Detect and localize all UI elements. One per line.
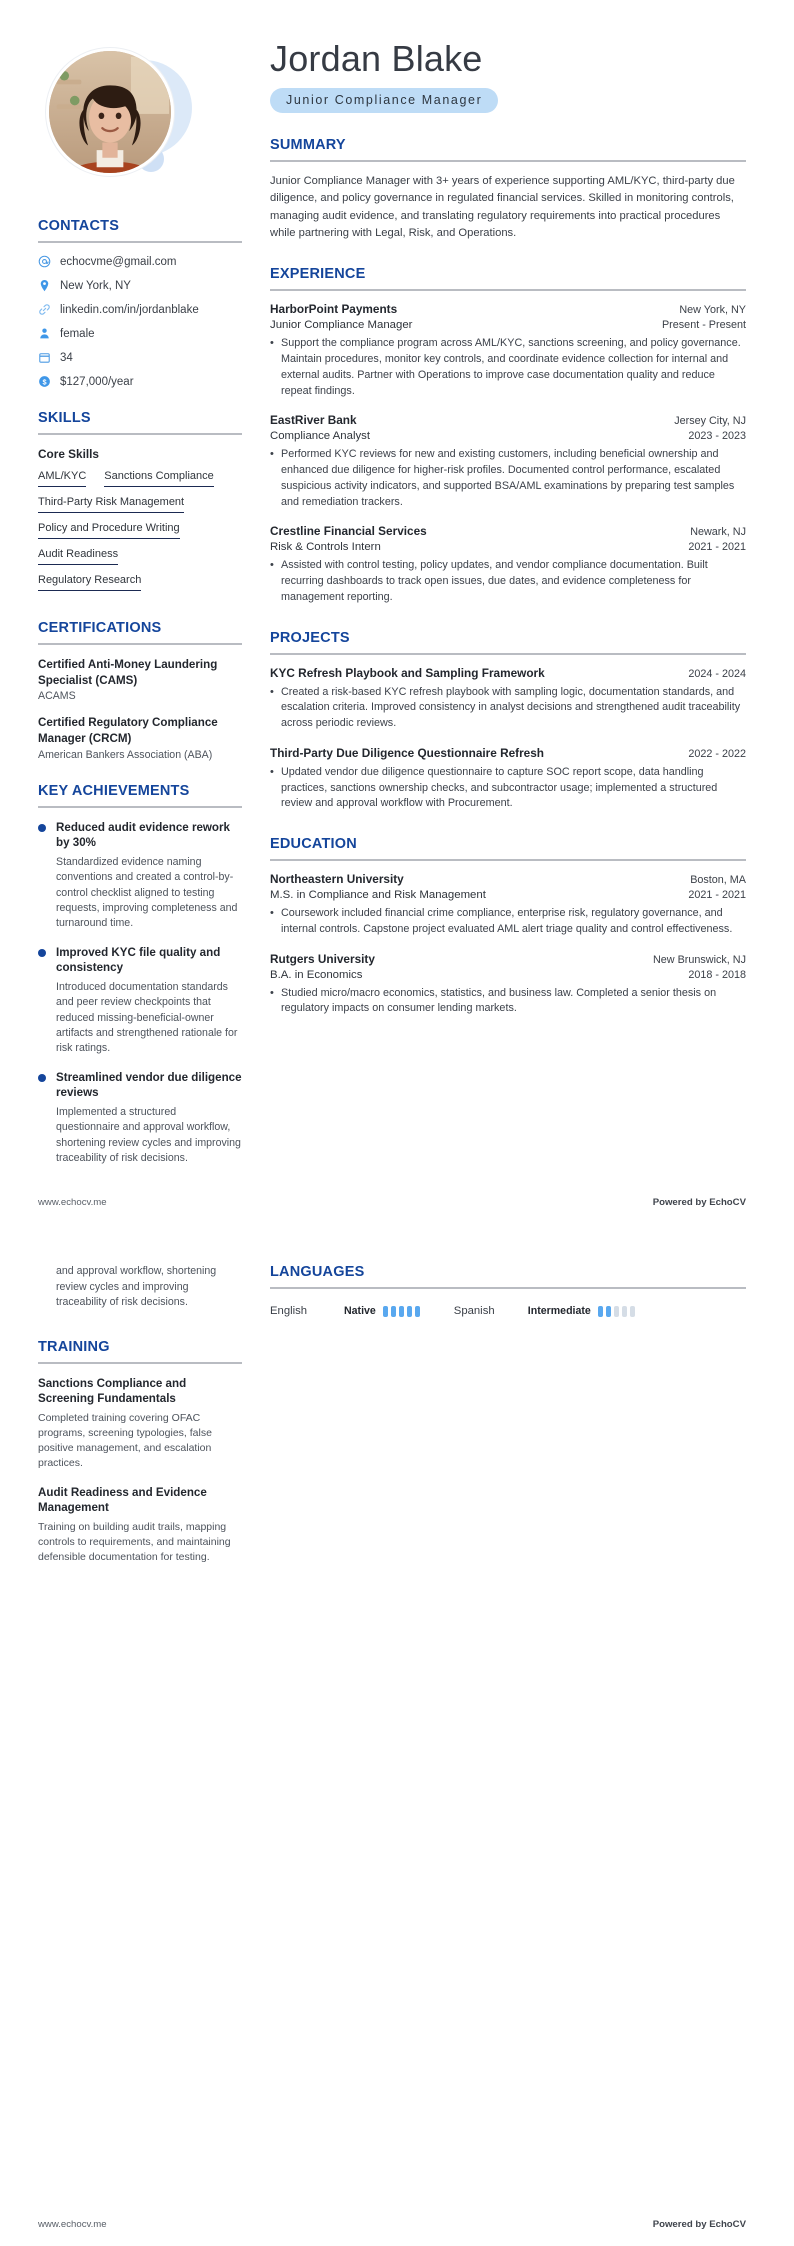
languages-section [270, 1264, 746, 1317]
divider [270, 160, 746, 162]
main-content [270, 0, 794, 1031]
education-dates: 2021 - 2021 [688, 889, 746, 902]
proficiency-dot [415, 1306, 420, 1317]
contact-item-age [38, 351, 242, 364]
job-role: Junior Compliance Manager [270, 319, 413, 332]
divider [38, 1362, 242, 1364]
bullet: • Studied micro/macro economics, statistics, and business law. Completed a senior thesis on regulatory impacts on consumer lending markets. [270, 986, 746, 1018]
summary-text: Junior Compliance Manager with 3+ years of experience supporting AML/KYC, third-party due diligence, and policy governance in regulated financial services. Skilled in monitoring controls, managing audit evidence, and translating regulatory requirements into practical procedures while partnering with Legal, Risk, and Operations. [270, 174, 735, 239]
skills-subheading: Core Skills [38, 447, 99, 461]
divider [270, 653, 746, 655]
main-content-continued [270, 1238, 794, 1317]
resume-sheet-2 [0, 1238, 794, 2229]
footer-site[interactable]: www.echocv.me [38, 2218, 107, 2230]
skills-heading: SKILLS [38, 410, 91, 426]
proficiency-dot [399, 1306, 404, 1317]
experience-item [270, 524, 746, 605]
person-icon [38, 327, 51, 340]
skill-tag: AML/KYC [38, 468, 86, 487]
project-name: Third-Party Due Diligence Questionnaire Refresh [270, 745, 545, 760]
achievement-desc: Implemented a structured questionnaire and approval workflow, shortening review cycles and improving traceability of risk decisions. [56, 1106, 241, 1165]
training-desc: Training on building audit trails, mapping controls to requirements, and maintaining defensible documentation for testing. [38, 1520, 231, 1564]
project-item [270, 746, 746, 812]
avatar-photo [46, 48, 174, 176]
divider [38, 643, 242, 645]
school-name: Northeastern University [270, 872, 404, 887]
job-dates: 2021 - 2021 [688, 541, 746, 554]
degree: B.A. in Economics [270, 968, 363, 981]
summary-section [270, 137, 746, 242]
project-name: KYC Refresh Playbook and Sampling Framework [270, 665, 545, 680]
education-bullets [270, 986, 746, 1018]
employer-name: EastRiver Bank [270, 413, 357, 428]
languages-heading: LANGUAGES [270, 1264, 365, 1281]
job-role: Compliance Analyst [270, 430, 371, 443]
proficiency-dot [598, 1306, 603, 1317]
school-location: New Brunswick, NJ [653, 953, 746, 966]
education-dates: 2018 - 2018 [688, 968, 746, 981]
contact-value: linkedin.com/in/jordanblake [60, 303, 199, 316]
page-2-footer-wrap [0, 2219, 794, 2230]
achievement-item [38, 945, 242, 1057]
project-dates: 2022 - 2022 [688, 747, 746, 760]
contacts-heading: CONTACTS [38, 218, 120, 234]
job-bullets [270, 558, 746, 605]
language-name: English [270, 1305, 308, 1318]
bullet: • Assisted with control testing, policy updates, and vendor compliance documentation. Built recurring dashboards to track open issues, due dates, and evidence completeness for management reporting. [270, 558, 746, 605]
education-item [270, 872, 746, 938]
training-desc: Completed training covering OFAC programs, screening typologies, false positive management, and escalation practices. [38, 1411, 212, 1470]
location-pin-icon [38, 279, 51, 292]
education-section [270, 836, 746, 1017]
footer-brand: Powered by EchoCV [652, 1197, 746, 1209]
divider [270, 859, 746, 861]
language-item [270, 1305, 420, 1317]
dollar-icon [38, 375, 51, 388]
contact-value: echocvme@gmail.com [60, 255, 177, 268]
page-footer [0, 1197, 794, 1208]
experience-heading: EXPERIENCE [270, 266, 366, 283]
projects-heading: PROJECTS [270, 629, 350, 646]
contact-item-linkedin[interactable] [38, 303, 242, 316]
experience-item [270, 413, 746, 510]
education-bullets [270, 906, 746, 938]
skill-tag: Sanctions Compliance [104, 468, 213, 487]
bullet: • Coursework included financial crime compliance, enterprise risk, regulatory governance, and internal controls. Capstone project evaluated AML alert triage quality and control effectiveness. [270, 906, 746, 938]
project-bullets [270, 685, 746, 732]
proficiency-dot [630, 1306, 635, 1317]
footer-site[interactable]: www.echocv.me [38, 1197, 107, 1209]
language-item [454, 1305, 635, 1317]
link-icon [38, 303, 51, 316]
education-item [270, 952, 746, 1018]
job-bullets [270, 447, 746, 510]
bullet: • Performed KYC reviews for new and existing customers, including beneficial ownership and enhanced due diligence for higher-risk profiles. Documented control performance, escalated suspicious activity indicators, and supported BSA/AML examinations by preparing test samples and remediation trackers. [270, 447, 746, 510]
sidebar [0, 0, 270, 1179]
contact-value: female [60, 327, 95, 340]
skill-tag: Audit Readiness [38, 546, 118, 565]
skill-tag: Regulatory Research [38, 572, 141, 591]
sidebar-continued [0, 1238, 270, 1578]
project-item [270, 666, 746, 732]
achievement-title: Improved KYC file quality and consistency [56, 945, 221, 975]
contact-item-gender [38, 327, 242, 340]
certifications-section [38, 620, 242, 761]
calendar-icon [38, 351, 51, 364]
bullet: • Support the compliance program across AML/KYC, sanctions screening, and policy governance. Maintain procedures, monitor key controls, and coordinate evidence collection for internal and external audits. Partner with Operations to improve case documentation quality and reduce repeat findings. [270, 336, 746, 399]
achievement-desc: Standardized evidence naming conventions and created a control-by-control checklist aligned to testing requests, improving completeness and turnaround time. [56, 855, 238, 930]
education-heading: EDUCATION [270, 836, 357, 853]
proficiency-dot [407, 1306, 412, 1317]
language-proficiency-dots [598, 1306, 635, 1317]
divider [270, 289, 746, 291]
achievement-title: Reduced audit evidence rework by 30% [56, 820, 230, 850]
certification-name: Certified Regulatory Compliance Manager (CRCM) [38, 716, 218, 745]
projects-section [270, 630, 746, 813]
skill-tag: Policy and Procedure Writing [38, 520, 180, 539]
contact-value: New York, NY [60, 279, 131, 292]
skills-section [38, 410, 242, 598]
certification-item [38, 715, 242, 760]
email-icon [38, 255, 51, 268]
employer-name: HarborPoint Payments [270, 302, 398, 317]
proficiency-dot [622, 1306, 627, 1317]
certification-item [38, 657, 242, 702]
footer-brand: Powered by EchoCV [652, 2218, 746, 2230]
experience-section [270, 266, 746, 605]
experience-item [270, 302, 746, 399]
bullet: • Created a risk-based KYC refresh playbook with sampling logic, documentation standards, and escalation criteria. Improved consistency in analyst decisions and strengthened audit traceability across periodic reviews. [270, 685, 746, 732]
certifications-heading: CERTIFICATIONS [38, 620, 162, 636]
degree: M.S. in Compliance and Risk Management [270, 889, 486, 902]
page-title: Jordan Blake [270, 38, 483, 79]
contacts-section [38, 218, 242, 388]
certification-org: ACAMS [38, 690, 76, 703]
proficiency-dot [614, 1306, 619, 1317]
proficiency-dot [391, 1306, 396, 1317]
language-name: Spanish [453, 1305, 495, 1318]
proficiency-dot [606, 1306, 611, 1317]
page-footer [0, 2219, 794, 2230]
divider [38, 433, 242, 435]
divider [270, 1287, 746, 1289]
contact-item-location[interactable] [38, 279, 242, 292]
language-proficiency-dots [383, 1306, 420, 1317]
bullet-dot-icon [38, 1074, 46, 1082]
achievement-item [38, 820, 242, 932]
job-title-badge: Junior Compliance Manager [270, 88, 498, 113]
achievement-desc-continued: and approval workflow, shortening review cycles and improving traceability of risk decisions. [56, 1265, 217, 1309]
job-dates: Present - Present [661, 319, 746, 332]
achievements-heading: KEY ACHIEVEMENTS [38, 782, 190, 799]
contact-value: 34 [60, 351, 73, 364]
training-item [38, 1485, 242, 1566]
achievement-item [38, 1070, 242, 1167]
contact-item-email[interactable] [38, 255, 242, 268]
bullet-dot-icon [38, 824, 46, 832]
training-item [38, 1376, 242, 1472]
bullet-dot-icon [38, 949, 46, 957]
project-dates: 2024 - 2024 [688, 667, 746, 680]
languages-list [270, 1305, 746, 1317]
language-level: Intermediate [527, 1305, 591, 1318]
skill-tag: Third-Party Risk Management [38, 494, 184, 513]
contact-item-salary [38, 375, 242, 388]
training-heading: TRAINING [38, 1338, 110, 1355]
certification-org: American Bankers Association (ABA) [38, 748, 213, 761]
project-bullets [270, 765, 746, 812]
employer-name: Crestline Financial Services [270, 524, 427, 539]
bullet: • Updated vendor due diligence questionnaire to capture SOC report scope, data handling practices, sanctions ownership checks, and subcontractor usage; implemented a structured review and approval workflow with Procurement. [270, 765, 746, 812]
skill-tag-list [38, 468, 242, 598]
training-title: Sanctions Compliance and Screening Fundamentals [38, 1376, 187, 1406]
proficiency-dot [383, 1306, 388, 1317]
divider [38, 806, 242, 808]
school-location: Boston, MA [690, 874, 746, 887]
achievement-item-continued [56, 1264, 242, 1310]
summary-heading: SUMMARY [270, 136, 346, 153]
employer-location: Newark, NJ [690, 526, 746, 539]
avatar [46, 42, 194, 192]
achievement-title: Streamlined vendor due diligence reviews [56, 1070, 242, 1100]
job-dates: 2023 - 2023 [688, 430, 746, 443]
job-bullets [270, 336, 746, 399]
divider [38, 241, 242, 243]
certification-name: Certified Anti-Money Laundering Specialist (CAMS) [38, 658, 218, 687]
employer-location: Jersey City, NJ [674, 415, 746, 428]
job-role: Risk & Controls Intern [270, 541, 381, 554]
training-title: Audit Readiness and Evidence Management [38, 1485, 207, 1515]
svg-text:$: $ [42, 377, 47, 387]
language-level: Native [344, 1305, 376, 1318]
achievements-section [38, 783, 242, 1167]
employer-location: New York, NY [679, 304, 746, 317]
page-1-footer-wrap [0, 1197, 794, 1208]
training-section [38, 1339, 242, 1566]
contact-value: $127,000/year [60, 375, 134, 388]
school-name: Rutgers University [270, 951, 375, 966]
achievement-desc: Introduced documentation standards and peer review checkpoints that reduced missing-beneficial-owner artifacts and strengthened rationale for risk ratings. [56, 980, 238, 1055]
